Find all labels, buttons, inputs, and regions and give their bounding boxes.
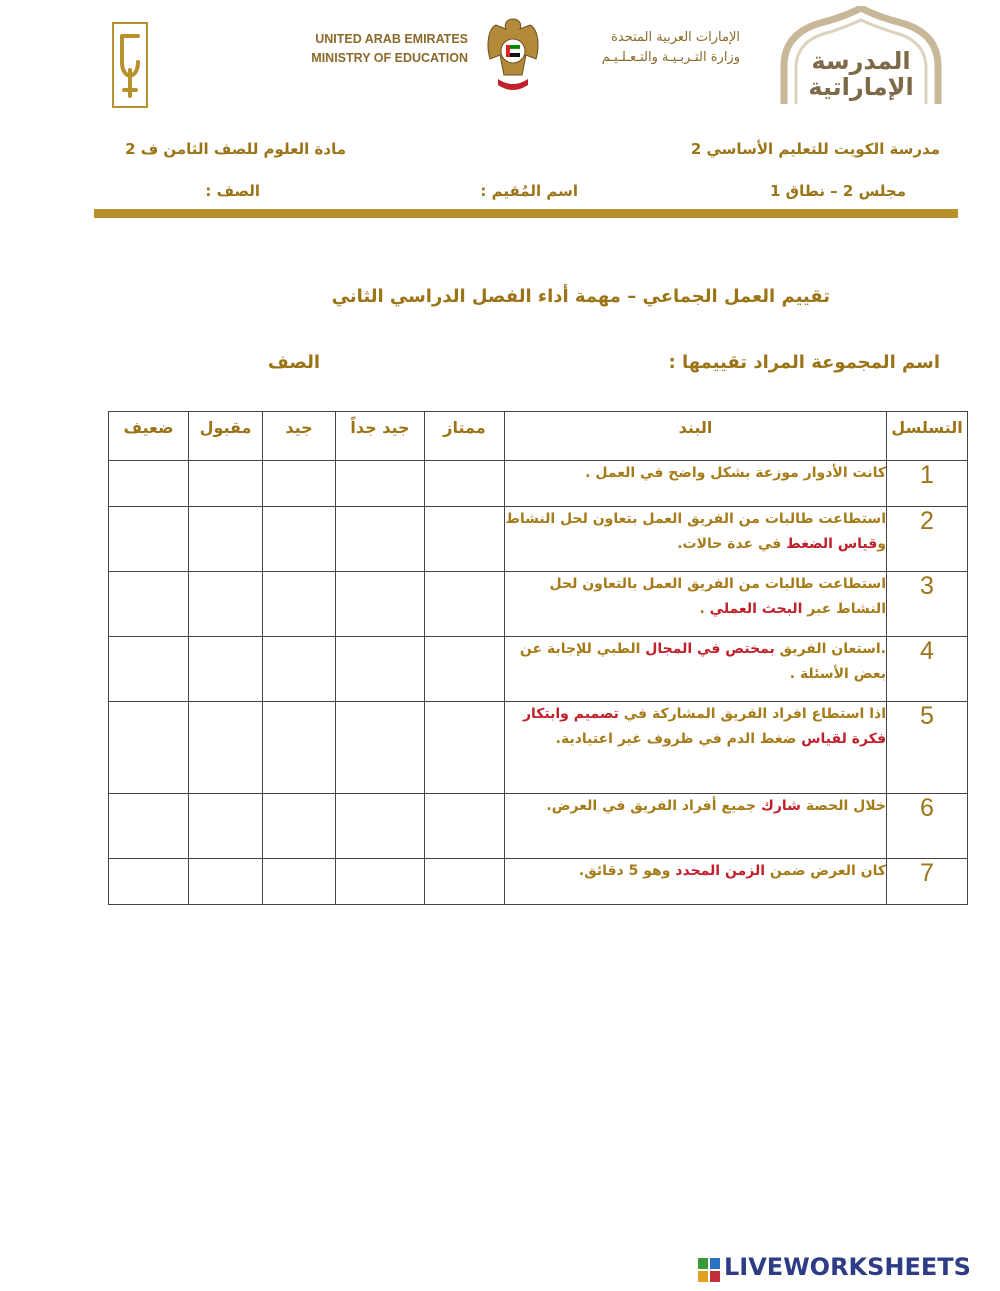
school-logo-line2: الإماراتية: [808, 73, 914, 101]
group-class-label: الصف: [267, 352, 320, 373]
class-label: الصف :: [205, 182, 260, 200]
uae-emblem-icon: [482, 15, 544, 95]
rating-cell-acceptable[interactable]: [189, 859, 263, 905]
ministry-ar-line2: وزارة التـربـيـة والتـعـلـيـم: [601, 50, 740, 65]
group-name-label: اسم المجموعة المراد تقييمها :: [668, 352, 940, 373]
rating-cell-acceptable[interactable]: [189, 507, 263, 572]
rating-cell-good[interactable]: [263, 637, 336, 702]
item-text: [505, 461, 887, 507]
table-row: [109, 507, 968, 572]
rating-cell-acceptable[interactable]: [189, 794, 263, 859]
item-number: 4: [887, 637, 968, 702]
item-text-part: جميع أفراد الفريق في العرض.: [546, 798, 762, 814]
item-highlight: شارك: [761, 798, 801, 814]
ministry-en-line2: MINISTRY OF EDUCATION: [311, 51, 468, 65]
rating-cell-acceptable[interactable]: [189, 702, 263, 794]
rating-cell-weak[interactable]: [109, 702, 189, 794]
evaluator-label: اسم المُقيم :: [480, 182, 578, 200]
item-text: [505, 572, 887, 637]
item-text-part: استطاعت طالبات من الفريق العمل بتعاون لحل النشاط و: [505, 511, 886, 552]
col-header-item: البند: [505, 412, 887, 461]
rating-cell-acceptable[interactable]: [189, 637, 263, 702]
item-highlight: تصميم وابتكار فكرة لقياس: [522, 706, 886, 747]
ministry-en-line1: UNITED ARAB EMIRATES: [315, 32, 468, 46]
rating-cell-weak[interactable]: [109, 794, 189, 859]
col-header-excellent: ممتاز: [425, 412, 505, 461]
col-header-good: جيد: [263, 412, 336, 461]
council-label: مجلس 2 – نطاق 1: [770, 182, 906, 200]
rating-cell-excellent[interactable]: [425, 794, 505, 859]
rating-cell-very-good[interactable]: [336, 637, 425, 702]
item-text-part: ضغط الدم في ظروف غير اعتيادية.: [555, 731, 802, 747]
liveworksheets-logo-icon: [698, 1258, 720, 1282]
ministry-name-arabic: [555, 28, 740, 68]
col-header-acceptable: مقبول: [189, 412, 263, 461]
rating-cell-good[interactable]: [263, 572, 336, 637]
school-logo-line1: المدرسة: [811, 47, 911, 75]
item-text-part: وهو 5 دقائق.: [578, 863, 676, 879]
item-number: 5: [887, 702, 968, 794]
rating-cell-weak[interactable]: [109, 507, 189, 572]
rating-cell-weak[interactable]: [109, 572, 189, 637]
rating-cell-excellent[interactable]: [425, 572, 505, 637]
rating-cell-acceptable[interactable]: [189, 461, 263, 507]
item-text: [505, 794, 887, 859]
item-text-part: .: [699, 601, 710, 617]
rating-cell-weak[interactable]: [109, 461, 189, 507]
rating-cell-very-good[interactable]: [336, 794, 425, 859]
item-number: 7: [887, 859, 968, 905]
rating-cell-very-good[interactable]: [336, 572, 425, 637]
rating-cell-very-good[interactable]: [336, 461, 425, 507]
rating-cell-good[interactable]: [263, 794, 336, 859]
table-row: [109, 794, 968, 859]
item-text-part: في عدة حالات.: [677, 536, 787, 552]
evaluation-table: [108, 411, 968, 905]
rating-cell-very-good[interactable]: [336, 507, 425, 572]
page-title: تقييم العمل الجماعي – مهمة أداء الفصل الدراسي الثاني: [331, 286, 830, 307]
subject-label: مادة العلوم للصف الثامن ف 2: [125, 140, 346, 158]
header-divider: [94, 209, 958, 218]
item-highlight: قياس الضغط: [786, 536, 878, 552]
item-text: [505, 637, 887, 702]
rating-cell-excellent[interactable]: [425, 507, 505, 572]
item-text: [505, 702, 887, 794]
emirati-school-logo: [776, 6, 946, 106]
item-text-part: الطبي للإجابة عن بعض الأسئلة .: [519, 641, 886, 682]
col-header-very-good: جيد جداً: [336, 412, 425, 461]
rating-cell-excellent[interactable]: [425, 637, 505, 702]
item-highlight: الزمن المحدد: [675, 863, 766, 879]
col-header-weak: ضعيف: [109, 412, 189, 461]
item-text-part: كانت الأدوار موزعة بشكل واضح في العمل .: [585, 465, 886, 481]
item-number: 2: [887, 507, 968, 572]
ministry-ar-line1: الإمارات العربية المتحدة: [611, 30, 740, 45]
rating-cell-weak[interactable]: [109, 859, 189, 905]
ministry-name-english: [288, 30, 468, 68]
item-text-part: كان العرض ضمن: [765, 863, 886, 879]
item-text: [505, 859, 887, 905]
rating-cell-good[interactable]: [263, 461, 336, 507]
item-highlight: بمختص في المجال: [645, 641, 775, 657]
table-row: [109, 461, 968, 507]
school-monogram-logo: [112, 22, 148, 108]
rating-cell-very-good[interactable]: [336, 702, 425, 794]
item-text-part: استطاعت طالبات من الفريق العمل بالتعاون لحل النشاط عبر: [549, 576, 886, 617]
rating-cell-weak[interactable]: [109, 637, 189, 702]
item-number: 6: [887, 794, 968, 859]
school-name: مدرسة الكويت للتعليم الأساسي 2: [690, 140, 940, 158]
table-row: [109, 572, 968, 637]
item-text-part: .استعان الفريق: [774, 641, 886, 657]
item-number: 3: [887, 572, 968, 637]
item-number: 1: [887, 461, 968, 507]
table-row: [109, 702, 968, 794]
item-text: [505, 507, 887, 572]
rating-cell-excellent[interactable]: [425, 461, 505, 507]
item-highlight: البحث العملي: [709, 601, 803, 617]
table-row: [109, 637, 968, 702]
rating-cell-good[interactable]: [263, 507, 336, 572]
table-header-row: [109, 412, 968, 461]
rating-cell-good[interactable]: [263, 702, 336, 794]
col-header-serial: التسلسل: [887, 412, 968, 461]
liveworksheets-brand: LIVEWORKSHEETS: [724, 1253, 971, 1281]
rating-cell-excellent[interactable]: [425, 702, 505, 794]
rating-cell-very-good[interactable]: [336, 859, 425, 905]
rating-cell-acceptable[interactable]: [189, 572, 263, 637]
item-text-part: خلال الحصة: [800, 798, 886, 814]
item-text-part: اذا استطاع افراد الفريق المشاركة في: [618, 706, 886, 722]
rating-cell-excellent[interactable]: [425, 859, 505, 905]
table-row: [109, 859, 968, 905]
rating-cell-good[interactable]: [263, 859, 336, 905]
